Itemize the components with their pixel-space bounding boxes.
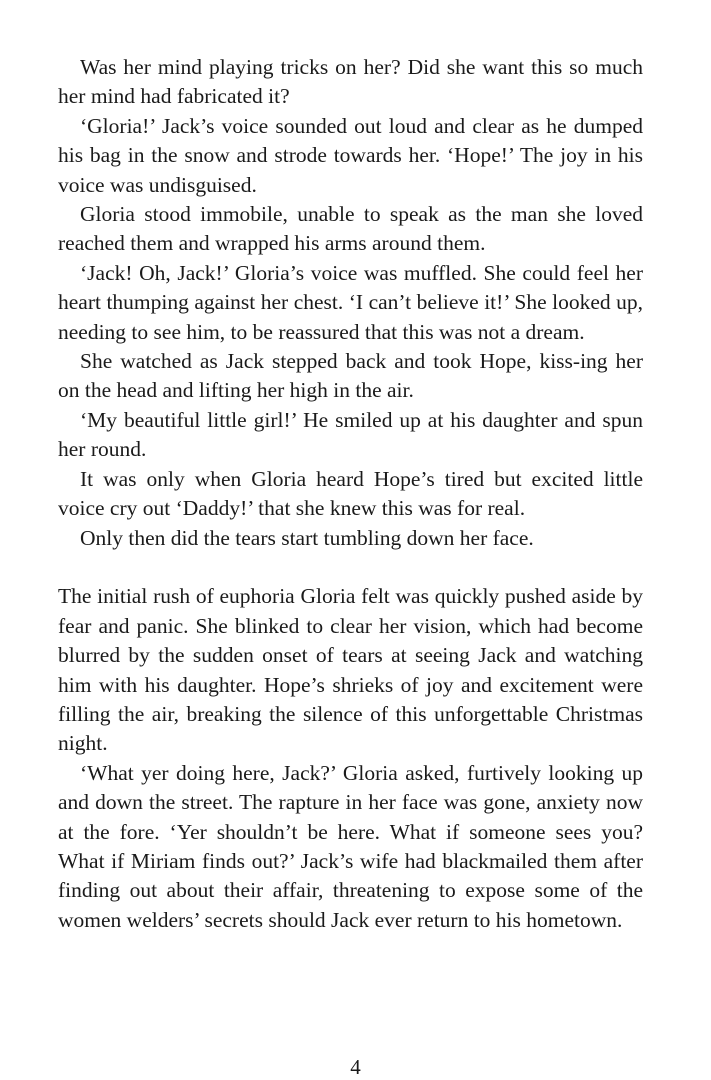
- paragraph: It was only when Gloria heard Hope’s tired but excited little voice cry out ‘Daddy!’ that she knew this was for real.: [58, 466, 643, 521]
- paragraph: ‘What yer doing here, Jack?’ Gloria asked, furtively looking up and down the street. The rapture in her face was gone, anxiety now at the fore. ‘Yer shouldn’t be here. What if someone sees you? What if Miriam finds out?’ Jack’s wife had blackmailed them after finding out about their affair, threatening to expose some of the women welders’ secrets should Jack ever return to his hometown.: [58, 760, 643, 932]
- paragraph: Gloria stood immobile, unable to speak as the man she loved reached them and wrapped his arms around them.: [58, 202, 643, 256]
- paragraph: The initial rush of euphoria Gloria felt was quickly pushed aside by fear and panic. She blinked to clear her vision, which had become blurred by the sudden onset of tears at seeing Jack and watching him with his daughter. Hope’s shrieks of joy and excitement were filling the air, breaking the silence of this unforgettable Christmas night.: [58, 584, 643, 756]
- paragraph: She watched as Jack stepped back and took Hope, kiss-ing her on the head and lifting her high in the air.: [58, 349, 643, 403]
- scene-break: [58, 553, 643, 582]
- paragraph: Only then did the tears start tumbling down her face.: [80, 525, 534, 550]
- paragraph: ‘Gloria!’ Jack’s voice sounded out loud and clear as he dumped his bag in the snow and strode towards her. ‘Hope!’ The joy in his voice was undisguised.: [58, 113, 643, 197]
- paragraph: ‘My beautiful little girl!’ He smiled up at his daughter and spun her round.: [58, 407, 643, 462]
- page-number: 4: [350, 1055, 361, 1079]
- paragraph: ‘Jack! Oh, Jack!’ Gloria’s voice was muffled. She could feel her heart thumping against her chest. ‘I can’t believe it!’ She looked up, needing to see him, to be reassured that this was not a dream.: [58, 260, 643, 344]
- book-page: [58, 53, 643, 935]
- paragraph: Was her mind playing tricks on her? Did she want this so much her mind had fabricated it?: [58, 55, 643, 109]
